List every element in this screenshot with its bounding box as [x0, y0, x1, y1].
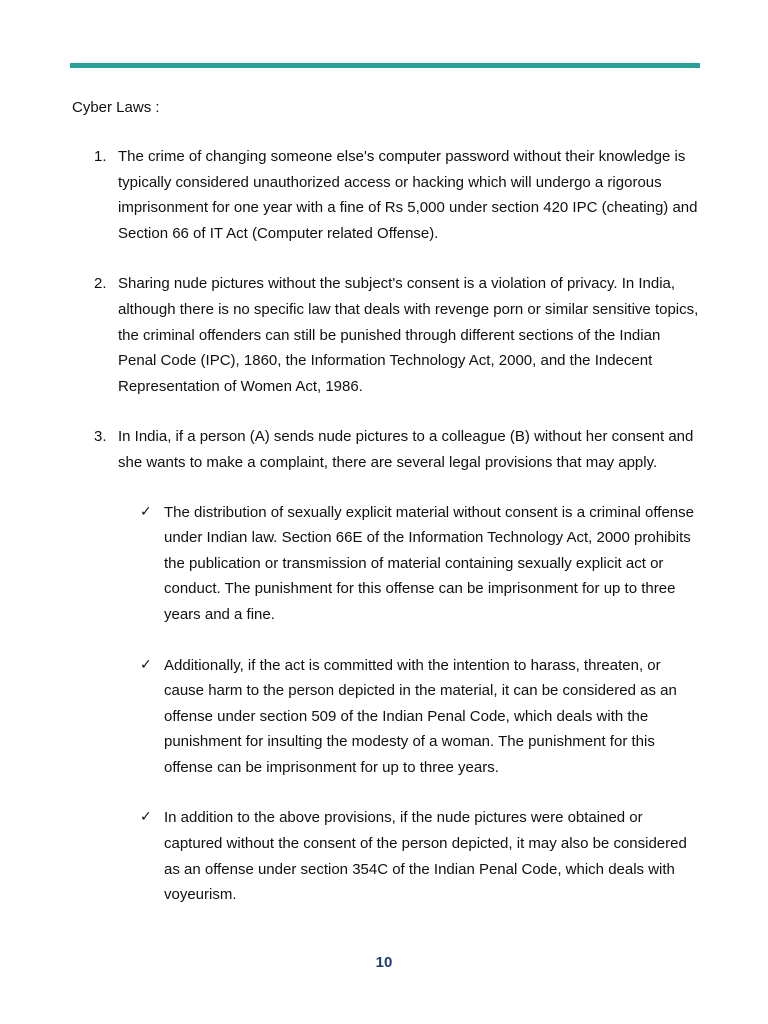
list-item — [72, 144, 702, 246]
section-heading: Cyber Laws : — [72, 99, 160, 116]
item-number: 1. — [94, 148, 107, 165]
check-item — [118, 653, 702, 781]
item-number: 2. — [94, 275, 107, 293]
check-text: Additionally, if the act is committed with the intention to harass, threaten, or cause harm to the person depicted in the material, it can be considered as an offense under section 509 of the Indian Penal Code, which deals with the punishment for insulting the modesty of a woman. The punishment for this offense can be imprisonment for up to three years. — [164, 656, 677, 776]
checkmark-icon: ✓ — [140, 503, 152, 520]
checkmark-list — [118, 500, 702, 908]
item-text: The crime of changing someone else's computer password without their knowledge is typically considered unauthorized access or hacking which will undergo a rigorous imprisonment for one year with a fine of Rs 5,000 under section 420 IPC (cheating) and Section 66 of IT Act (Computer related Offense). — [118, 148, 698, 242]
check-text: The distribution of sexually explicit material without consent is a criminal offense under Indian law. Section 66E of the Information Technology Act, 2000 prohibits the publication or transmission of material containing sexually explicit act or conduct. The punishment for this offense can be imprisonment for up to three years and a fine. — [164, 503, 694, 623]
list-item — [72, 271, 702, 399]
list-item — [72, 424, 702, 908]
check-text: In addition to the above provisions, if the nude pictures were obtained or captured without the consent of the person depicted, it may also be considered as an offense under section 354C of the Indian Penal Code, which deals with voyeurism. — [164, 809, 687, 904]
check-item — [118, 805, 702, 907]
header-rule — [70, 63, 700, 68]
item-number: 3. — [94, 428, 107, 446]
checkmark-icon: ✓ — [140, 656, 152, 673]
numbered-list — [72, 144, 702, 933]
item-text: Sharing nude pictures without the subject's consent is a violation of privacy. In India, although there is no specific law that deals with revenge porn or similar sensitive topics, the criminal offenders can still be punished through different sections of the Indian Penal Code (IPC), 1860, the Information Technology Act, 2000, and the Indecent Representation of Women Act, 1986. — [118, 275, 699, 395]
check-item — [118, 500, 702, 628]
checkmark-icon: ✓ — [140, 809, 152, 826]
page-number: 10 — [375, 954, 393, 971]
item-text: In India, if a person (A) sends nude pictures to a colleague (B) without her consent and she wants to make a complaint, there are several legal provisions that may apply. — [118, 428, 694, 471]
